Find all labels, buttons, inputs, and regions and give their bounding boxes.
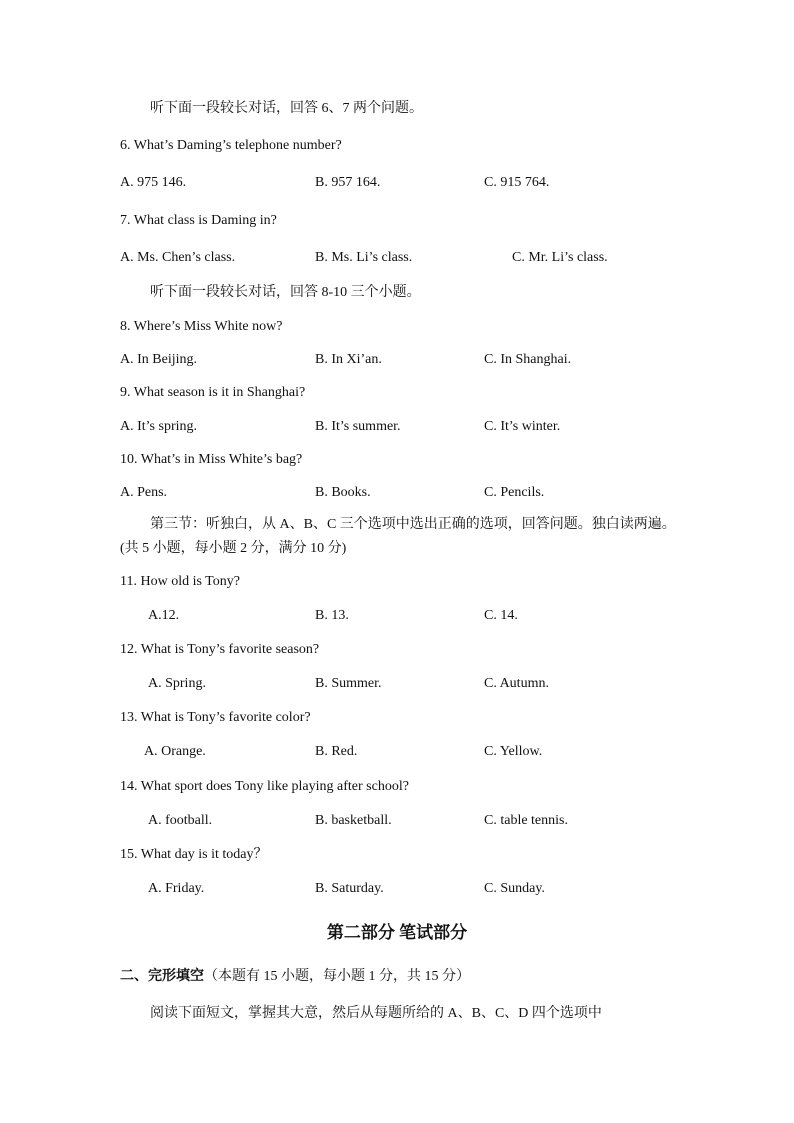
dialogue-intro-6-7: 听下面一段较长对话，回答 6、7 两个问题。	[150, 101, 423, 116]
q7-option-b: B. Ms. Li’s class.	[315, 250, 413, 265]
cloze-note: （本题有 15 小题，每小题 1 分，共 15 分）	[204, 969, 470, 984]
q13-option-a: A. Orange.	[144, 744, 206, 759]
q8-option-c: C. In Shanghai.	[484, 352, 572, 367]
question-13: 13. What is Tony’s favorite color?	[120, 710, 311, 725]
q11-option-c: C. 14.	[484, 608, 518, 623]
question-12: 12. What is Tony’s favorite season?	[120, 642, 320, 657]
q13-option-c: C. Yellow.	[484, 744, 543, 759]
q10-option-a: A. Pens.	[120, 485, 168, 500]
cloze-heading: 二、完形填空	[120, 969, 204, 984]
q9-option-a: A. It’s spring.	[120, 419, 197, 434]
q11-option-b: B. 13.	[315, 608, 349, 623]
q6-option-c: C. 915 764.	[484, 175, 550, 190]
q14-option-c: C. table tennis.	[484, 813, 568, 828]
q7-option-c: C. Mr. Li’s class.	[512, 250, 608, 265]
q7-option-a: A. Ms. Chen’s class.	[120, 250, 236, 265]
q13-option-b: B. Red.	[315, 744, 358, 759]
part-2-title: 第二部分 笔试部分	[326, 923, 468, 942]
q12-option-c: C. Autumn.	[484, 676, 549, 691]
q10-option-c: C. Pencils.	[484, 485, 545, 500]
question-14: 14. What sport does Tony like playing after school?	[120, 779, 409, 794]
q8-option-a: A. In Beijing.	[120, 352, 197, 367]
section-3-text: 第三节：听独白，从 A、B、C 三个选项中选出正确的选项，回答问题。独白读两遍。(共 5 小题，每小题 2 分，满分 10 分)	[120, 517, 676, 556]
q14-option-b: B. basketball.	[315, 813, 392, 828]
q15-option-c: C. Sunday.	[484, 881, 545, 896]
question-11: 11. How old is Tony?	[120, 574, 240, 589]
q11-option-a: A.12.	[148, 608, 180, 623]
q15-option-b: B. Saturday.	[315, 881, 384, 896]
q12-option-a: A. Spring.	[148, 676, 206, 691]
q15-option-a: A. Friday.	[148, 881, 205, 896]
section-3-instructions	[120, 513, 680, 561]
q14-option-a: A. football.	[148, 813, 213, 828]
question-7: 7. What class is Daming in?	[120, 213, 277, 228]
cloze-heading-line	[120, 968, 470, 986]
question-8: 8. Where’s Miss White now?	[120, 319, 283, 334]
q9-option-b: B. It’s summer.	[315, 419, 401, 434]
q6-option-a: A. 975 146.	[120, 175, 187, 190]
question-9: 9. What season is it in Shanghai?	[120, 385, 306, 400]
question-15: 15. What day is it today？	[120, 847, 268, 862]
q9-option-c: C. It’s winter.	[484, 419, 561, 434]
cloze-instruction: 阅读下面短文，掌握其大意，然后从每题所给的 A、B、C、D 四个选项中	[150, 1006, 602, 1021]
q6-option-b: B. 957 164.	[315, 175, 381, 190]
question-6: 6. What’s Daming’s telephone number?	[120, 138, 342, 153]
dialogue-intro-8-10: 听下面一段较长对话，回答 8-10 三个小题。	[150, 285, 421, 300]
q8-option-b: B. In Xi’an.	[315, 352, 382, 367]
question-10: 10. What’s in Miss White’s bag?	[120, 452, 303, 467]
q10-option-b: B. Books.	[315, 485, 371, 500]
q12-option-b: B. Summer.	[315, 676, 382, 691]
